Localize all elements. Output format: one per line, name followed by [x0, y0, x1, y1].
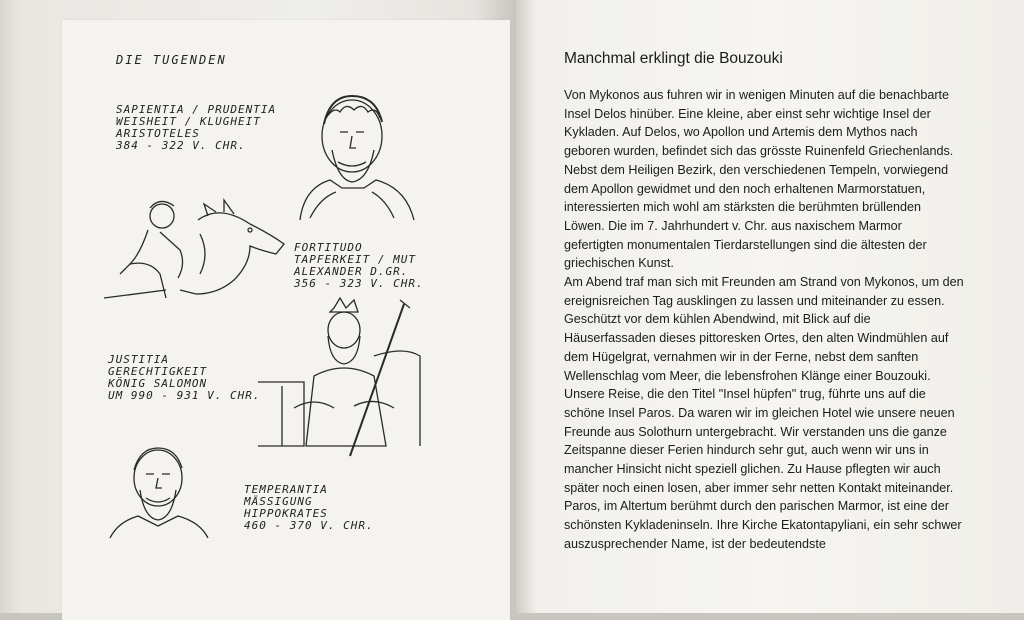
virtue-line: FORTITUDO — [294, 241, 363, 254]
virtue-line: GERECHTIGKEIT — [108, 365, 208, 378]
plate-title: DIE TUGENDEN — [116, 53, 227, 67]
virtue-label-justitia — [108, 354, 260, 402]
virtue-line: UM 990 - 931 V. CHR. — [108, 389, 261, 402]
chapter-heading: Manchmal erklingt die Bouzouki — [564, 50, 783, 67]
virtue-line: 356 - 323 V. CHR. — [294, 277, 424, 290]
paragraph: Paros, im Altertum berühmt durch den parischen Marmor, ist eine der schönsten Kykladeninseln. Ihre Kirche Ekatontapyliani, ein sehr schwer auszusprechender Name, ist der bedeutendste — [564, 499, 962, 551]
chapter-body — [564, 86, 964, 554]
virtue-line: TAPFERKEIT / MUT — [294, 253, 416, 266]
paragraph: Am Abend traf man sich mit Freunden am Strand von Mykonos, um den ereignisreichen Tag ausklingen zu lassen und miteinander zu essen. Geschützt vor dem kühlen Abendwind, mit Blick auf die Häuserfassaden dieses pittoresken Ortes, den alten Windmühlen auf dem Hügelgrat, vernahmen wir in der Ferne, nebst dem sanften Wellenschlag vom Meer, die lebensfrohen Klänge einer Bouzouki. — [564, 275, 964, 383]
virtue-line: 384 - 322 V. CHR. — [116, 139, 246, 152]
hippokrates-sketch — [104, 444, 214, 540]
virtue-line: JUSTITIA — [108, 353, 169, 366]
paragraph: Unsere Reise, die den Titel "Insel hüpfen" trug, führte uns auf die schöne Insel Paros. Da waren wir im gleichen Hotel wie unsere neuen Freunde aus Solothurn untergebracht. Wir verstanden uns die ganze Zeitspanne dieser Ferien hindurch sehr gut, auch wenn wir uns in mancher Hinsicht nicht speziell glichen. Zu Hause pflegten wir auch später noch einen losen, aber immer sehr netten Kontakt miteinander. — [564, 387, 955, 495]
virtue-line: ALEXANDER D.GR. — [294, 265, 409, 278]
virtue-line: 460 - 370 V. CHR. — [244, 519, 374, 532]
virtue-line: SAPIENTIA / PRUDENTIA — [116, 103, 277, 116]
virtue-line: WEISHEIT / KLUGHEIT — [116, 115, 261, 128]
virtue-line: ARISTOTELES — [116, 127, 200, 140]
virtue-label-sapientia — [116, 104, 276, 152]
paragraph: Von Mykonos aus fuhren wir in wenigen Minuten auf die benachbarte Insel Delos hinüber. Eine kleine, aber einst sehr wichtige Insel der Kykladen. Auf Delos, wo Apollon und Artemis dem Mythos nach geboren wurden, befindet sich das grösste Ruinenfeld Griechenlands. Nebst dem Heiligen Bezirk, den verschiedenen Tempeln, vorwiegend dem Apollon gewidmet und den noch erhaltenen Marmorstatuen, interessierten mich wohl am stärksten die berühmten brüllenden Löwen. Die im 7. Jahrhundert v. Chr. aus naxischem Marmor gefertigten monumentalen Tierdarstellungen sind die ältesten der griechischen Kunst. — [564, 88, 954, 271]
left-page — [0, 0, 516, 613]
virtue-label-fortitudo — [294, 242, 424, 290]
virtue-line: TEMPERANTIA — [244, 483, 328, 496]
virtue-label-temperantia — [244, 484, 374, 532]
alexander-sketch — [100, 194, 290, 306]
aristoteles-sketch — [290, 88, 420, 224]
virtue-line: KÖNIG SALOMON — [108, 377, 208, 390]
virtue-line: HIPPOKRATES — [244, 507, 328, 520]
salomon-sketch — [254, 296, 424, 462]
right-page-text — [564, 50, 964, 554]
virtue-line: MÄSSIGUNG — [244, 495, 313, 508]
